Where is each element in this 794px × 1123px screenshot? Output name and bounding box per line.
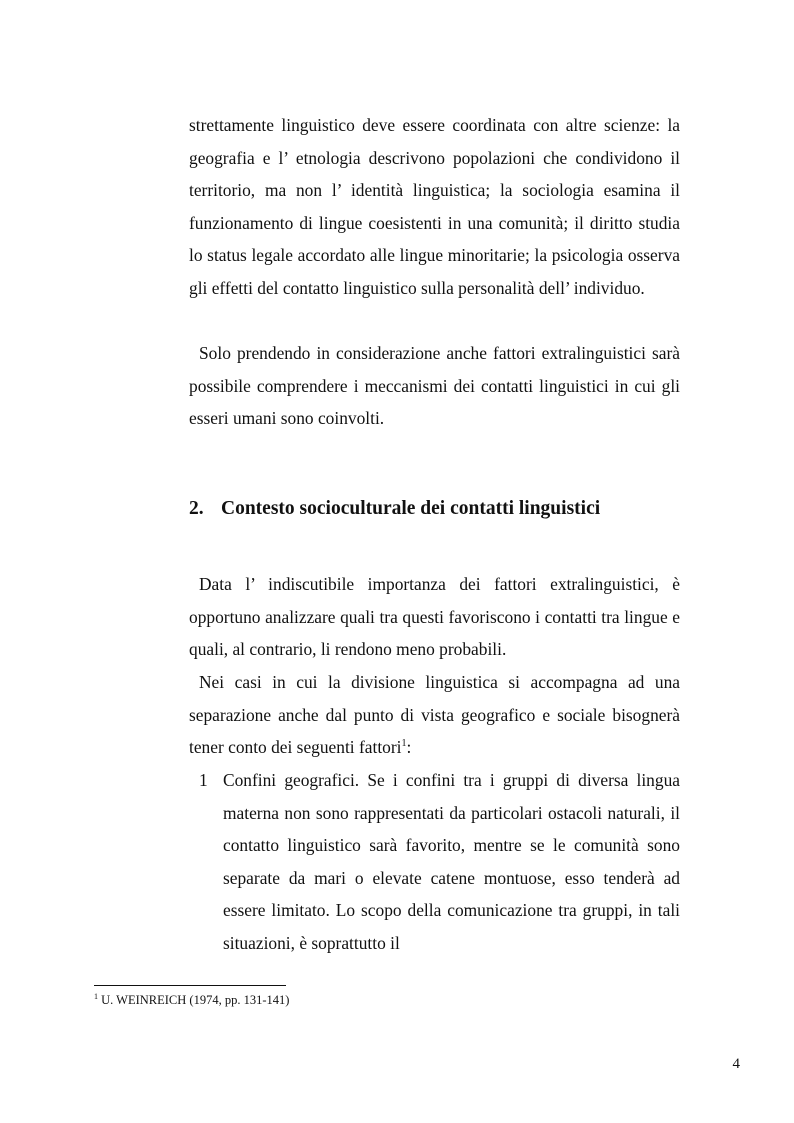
- paragraph-3: Data l’ indiscutibile importanza dei fattori extralinguistici, è opportuno analizzare quali tra questi favoriscono i contatti tra lingue e quali, al contrario, li rendono meno probabili.: [189, 574, 680, 660]
- footnote-reference[interactable]: 1: [401, 738, 407, 750]
- paragraph-2: Solo prendendo in considerazione anche fattori extralinguistici sarà possibile comprendere i meccanismi dei contatti linguistici in cui gli esseri umani sono coinvolti.: [189, 343, 680, 429]
- footnote-text: U. WEINREICH (1974, pp. 131-141): [98, 993, 290, 1007]
- page-number: 4: [732, 1056, 740, 1072]
- section-heading: [189, 498, 600, 520]
- footnote-marker: 1: [94, 991, 98, 1001]
- paragraph-4-end: :: [406, 737, 412, 758]
- factor-list: [189, 764, 680, 960]
- paragraph-4: [189, 666, 680, 764]
- section-title: Contesto socioculturale dei contatti linguistici: [221, 498, 601, 519]
- footnote-divider: [94, 985, 286, 986]
- paragraph-1: strettamente linguistico deve essere coordinata con altre scienze: la geografia e l’ etnologia descrivono popolazioni che condividono il territorio, ma non l’ identità linguistica; la sociologia esamina il funzionamento di lingue coesistenti in una comunità; il diritto studia lo status legale accordato alle lingue minoritarie; la psicologia osserva gli effetti del contatto linguistico sulla personalità dell’ individuo.: [189, 115, 680, 298]
- list-item-text: Confini geografici. Se i confini tra i gruppi di diversa lingua materna non sono rappresentati da particolari ostacoli naturali, il contatto linguistico sarà favorito, mentre se le comunità sono separate da mari o elevate catene montuose, esso tenderà ad essere limitato. Lo scopo della comunicazione tra gruppi, in tali situazioni, è soprattutto il: [223, 770, 680, 953]
- list-item: [189, 764, 680, 960]
- section-number: 2.: [189, 498, 204, 519]
- footnote: [94, 992, 289, 1008]
- list-item-number: 1: [199, 770, 208, 790]
- paragraph-4-text: Nei casi in cui la divisione linguistica si accompagna ad una separazione anche dal punto di vista geografico e sociale bisognerà tener conto dei seguenti fattori: [189, 672, 680, 758]
